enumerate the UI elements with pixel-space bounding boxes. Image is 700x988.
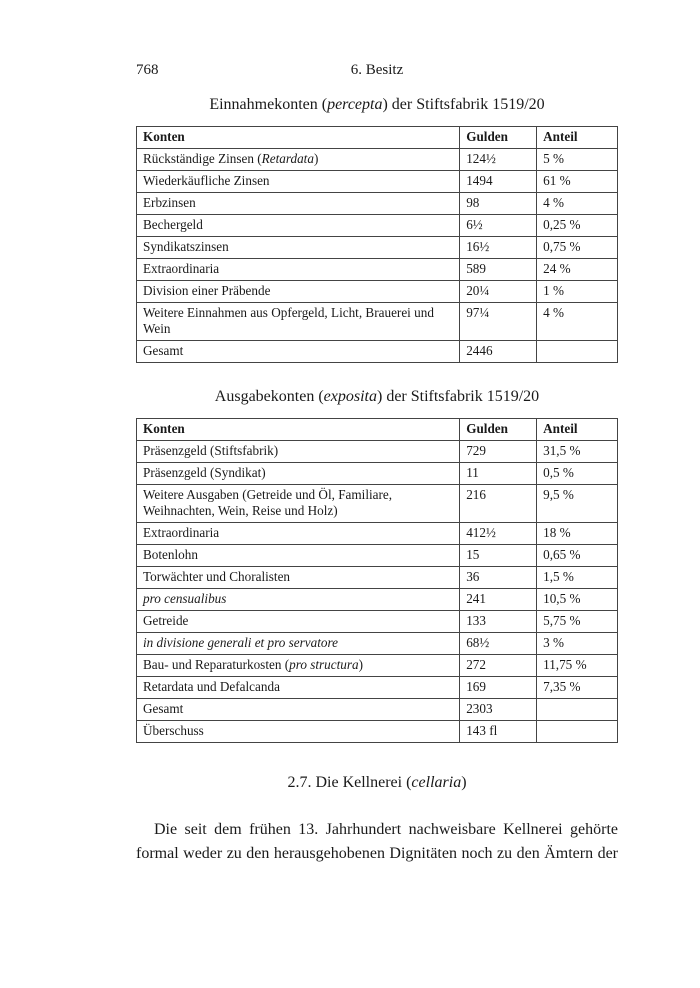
row-gulden: 98 xyxy=(460,193,537,215)
row-gulden: 729 xyxy=(460,441,537,463)
table-row xyxy=(137,237,618,259)
table-row xyxy=(137,463,618,485)
row-anteil: 4 % xyxy=(537,303,618,341)
row-gulden: 6½ xyxy=(460,215,537,237)
row-anteil: 1,5 % xyxy=(537,567,618,589)
row-gulden: 16½ xyxy=(460,237,537,259)
table-header-row xyxy=(137,419,618,441)
row-account: Weitere Ausgaben (Getreide und Öl, Familiare, Weihnachten, Wein, Reise und Holz) xyxy=(137,485,460,523)
table-row xyxy=(137,303,618,341)
running-header xyxy=(136,62,618,84)
row-anteil: 4 % xyxy=(537,193,618,215)
row-account: Gesamt xyxy=(137,341,460,363)
row-account: Torwächter und Choralisten xyxy=(137,567,460,589)
row-gulden: 216 xyxy=(460,485,537,523)
row-gulden: 133 xyxy=(460,611,537,633)
row-anteil xyxy=(537,699,618,721)
table-row xyxy=(137,215,618,237)
income-table xyxy=(136,126,618,363)
row-anteil: 3 % xyxy=(537,633,618,655)
table-row xyxy=(137,341,618,363)
row-account: Retardata und Defalcanda xyxy=(137,677,460,699)
row-account: pro censualibus xyxy=(137,589,460,611)
row-anteil: 1 % xyxy=(537,281,618,303)
row-gulden: 2303 xyxy=(460,699,537,721)
row-account: Getreide xyxy=(137,611,460,633)
table-row xyxy=(137,677,618,699)
table-row xyxy=(137,699,618,721)
column-header: Konten xyxy=(137,127,460,149)
table-row xyxy=(137,171,618,193)
row-account: in divisione generali et pro servatore xyxy=(137,633,460,655)
column-header: Anteil xyxy=(537,127,618,149)
table-row xyxy=(137,655,618,677)
expense-table xyxy=(136,418,618,743)
row-account: Extraordinaria xyxy=(137,259,460,281)
row-gulden: 143 fl xyxy=(460,721,537,743)
table-row xyxy=(137,633,618,655)
row-account: Extraordinaria xyxy=(137,523,460,545)
page-number: 768 xyxy=(136,62,159,78)
table-row xyxy=(137,485,618,523)
row-gulden: 241 xyxy=(460,589,537,611)
row-anteil: 0,5 % xyxy=(537,463,618,485)
row-anteil: 0,75 % xyxy=(537,237,618,259)
row-anteil: 0,65 % xyxy=(537,545,618,567)
body-paragraph xyxy=(136,818,618,866)
table-row xyxy=(137,281,618,303)
table-row xyxy=(137,193,618,215)
paragraph-line: formal weder zu den herausgehobenen Dignitäten noch zu den Ämtern der xyxy=(136,845,618,862)
row-gulden: 124½ xyxy=(460,149,537,171)
row-anteil: 11,75 % xyxy=(537,655,618,677)
table-row xyxy=(137,545,618,567)
table1-caption: Einnahmekonten (percepta) der Stiftsfabrik 1519/20 xyxy=(209,96,545,113)
row-anteil: 5,75 % xyxy=(537,611,618,633)
row-gulden: 97¼ xyxy=(460,303,537,341)
row-account: Erbzinsen xyxy=(137,193,460,215)
table-header-row xyxy=(137,127,618,149)
row-account: Überschuss xyxy=(137,721,460,743)
row-anteil xyxy=(537,341,618,363)
table-row xyxy=(137,149,618,171)
row-account: Weitere Einnahmen aus Opfergeld, Licht, Brauerei und Wein xyxy=(137,303,460,341)
row-gulden: 68½ xyxy=(460,633,537,655)
table-row xyxy=(137,523,618,545)
row-anteil: 18 % xyxy=(537,523,618,545)
table-row xyxy=(137,441,618,463)
table-row xyxy=(137,259,618,281)
column-header: Konten xyxy=(137,419,460,441)
row-account: Gesamt xyxy=(137,699,460,721)
table-row xyxy=(137,611,618,633)
row-anteil: 31,5 % xyxy=(537,441,618,463)
row-anteil: 7,35 % xyxy=(537,677,618,699)
row-anteil: 9,5 % xyxy=(537,485,618,523)
column-header: Gulden xyxy=(460,419,537,441)
row-gulden: 1494 xyxy=(460,171,537,193)
running-title: 6. Besitz xyxy=(350,62,404,78)
row-account: Bau- und Reparaturkosten (pro structura) xyxy=(137,655,460,677)
row-gulden: 169 xyxy=(460,677,537,699)
row-account: Syndikatszinsen xyxy=(137,237,460,259)
table-row xyxy=(137,567,618,589)
row-account: Präsenzgeld (Stiftsfabrik) xyxy=(137,441,460,463)
row-gulden: 11 xyxy=(460,463,537,485)
row-account: Division einer Präbende xyxy=(137,281,460,303)
table-row xyxy=(137,721,618,743)
section-heading: 2.7. Die Kellnerei (cellaria) xyxy=(287,774,467,791)
row-gulden: 15 xyxy=(460,545,537,567)
row-gulden: 589 xyxy=(460,259,537,281)
column-header: Anteil xyxy=(537,419,618,441)
row-gulden: 36 xyxy=(460,567,537,589)
table-row xyxy=(137,589,618,611)
row-account: Rückständige Zinsen (Retardata) xyxy=(137,149,460,171)
row-gulden: 20¼ xyxy=(460,281,537,303)
row-anteil: 0,25 % xyxy=(537,215,618,237)
row-account: Botenlohn xyxy=(137,545,460,567)
row-anteil: 5 % xyxy=(537,149,618,171)
row-account: Wiederkäufliche Zinsen xyxy=(137,171,460,193)
row-gulden: 272 xyxy=(460,655,537,677)
row-anteil: 10,5 % xyxy=(537,589,618,611)
row-anteil xyxy=(537,721,618,743)
column-header: Gulden xyxy=(460,127,537,149)
row-account: Bechergeld xyxy=(137,215,460,237)
row-anteil: 24 % xyxy=(537,259,618,281)
row-gulden: 412½ xyxy=(460,523,537,545)
row-anteil: 61 % xyxy=(537,171,618,193)
table2-caption: Ausgabekonten (exposita) der Stiftsfabrik 1519/20 xyxy=(214,388,540,405)
paragraph-line: Die seit dem frühen 13. Jahrhundert nachweisbare Kellnerei gehörte xyxy=(154,821,618,838)
row-account: Präsenzgeld (Syndikat) xyxy=(137,463,460,485)
row-gulden: 2446 xyxy=(460,341,537,363)
